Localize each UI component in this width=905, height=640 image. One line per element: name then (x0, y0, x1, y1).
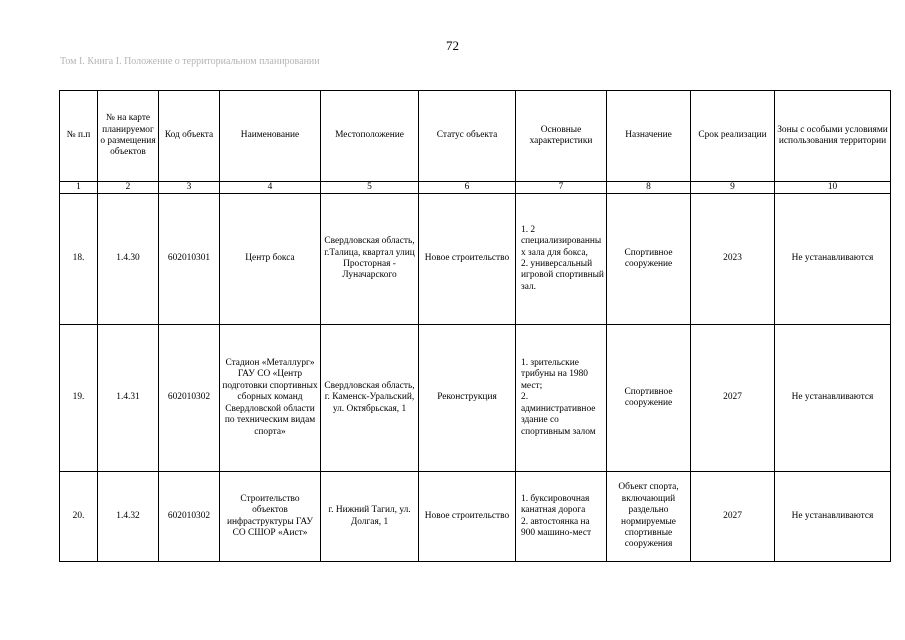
object-name: Стадион «Металлург» ГАУ СО «Центр подготовки спортивных сборных команд Свердловской области по техническим видам спорта» (220, 325, 321, 472)
object-code: 602010302 (159, 472, 220, 562)
special-zones: Не устанавливаются (775, 325, 891, 472)
header-cell: № п.п (60, 91, 98, 182)
object-characteristics: 1. зрительские трибуны на 1980 мест; 2. административное здание со спортивным залом (516, 325, 607, 472)
row-number: 19. (60, 325, 98, 472)
object-status: Реконструкция (419, 325, 516, 472)
map-number: 1.4.30 (98, 194, 159, 325)
column-number: 8 (607, 182, 691, 194)
row-number: 18. (60, 194, 98, 325)
implementation-term: 2023 (691, 194, 775, 325)
table-row (60, 325, 891, 472)
object-purpose: Спортивное сооружение (607, 325, 691, 472)
object-location: Свердловская область, г. Каменск-Уральский, ул. Октябрьская, 1 (321, 325, 419, 472)
page-number: 72 (446, 38, 459, 53)
implementation-term: 2027 (691, 472, 775, 562)
map-number: 1.4.31 (98, 325, 159, 472)
row-number: 20. (60, 472, 98, 562)
column-number: 3 (159, 182, 220, 194)
header-cell: Местоположение (321, 91, 419, 182)
object-location: г. Нижний Тагил, ул. Долгая, 1 (321, 472, 419, 562)
column-number: 2 (98, 182, 159, 194)
column-number: 4 (220, 182, 321, 194)
header-cell: Наименование (220, 91, 321, 182)
object-code: 602010301 (159, 194, 220, 325)
header-cell: Срок реализации (691, 91, 775, 182)
special-zones: Не устанавливаются (775, 472, 891, 562)
header-cell: Основные характеристики (516, 91, 607, 182)
object-purpose: Объект спорта, включающий раздельно нормируемые спортивные сооружения (607, 472, 691, 562)
object-characteristics: 1. буксировочная канатная дорога 2. автостоянка на 900 машино-мест (516, 472, 607, 562)
column-number: 5 (321, 182, 419, 194)
implementation-term: 2027 (691, 325, 775, 472)
header-cell: Зоны с особыми условиями использования территории (775, 91, 891, 182)
table-row (60, 472, 891, 562)
header-cell: № на карте планируемого размещения объектов (98, 91, 159, 182)
header-cell: Код объекта (159, 91, 220, 182)
object-purpose: Спортивное сооружение (607, 194, 691, 325)
column-number: 10 (775, 182, 891, 194)
object-name: Строительство объектов инфраструктуры ГАУ СО СШОР «Аист» (220, 472, 321, 562)
object-characteristics: 1. 2 специализированных зала для бокса, 2. универсальный игровой спортивный зал. (516, 194, 607, 325)
running-header: Том I. Книга I. Положение о территориальном планировании (60, 56, 320, 67)
object-status: Новое строительство (419, 194, 516, 325)
header-cell: Статус объекта (419, 91, 516, 182)
column-number: 6 (419, 182, 516, 194)
object-name: Центр бокса (220, 194, 321, 325)
table-header-row (60, 91, 891, 182)
header-cell: Назначение (607, 91, 691, 182)
special-zones: Не устанавливаются (775, 194, 891, 325)
column-number: 9 (691, 182, 775, 194)
table-row (60, 194, 891, 325)
map-number: 1.4.32 (98, 472, 159, 562)
column-number: 1 (60, 182, 98, 194)
column-number: 7 (516, 182, 607, 194)
planned-objects-table (59, 90, 891, 562)
object-location: Свердловская область, г.Талица, квартал улиц Просторная - Луначарского (321, 194, 419, 325)
object-code: 602010302 (159, 325, 220, 472)
column-number-row (60, 182, 891, 194)
object-status: Новое строительство (419, 472, 516, 562)
